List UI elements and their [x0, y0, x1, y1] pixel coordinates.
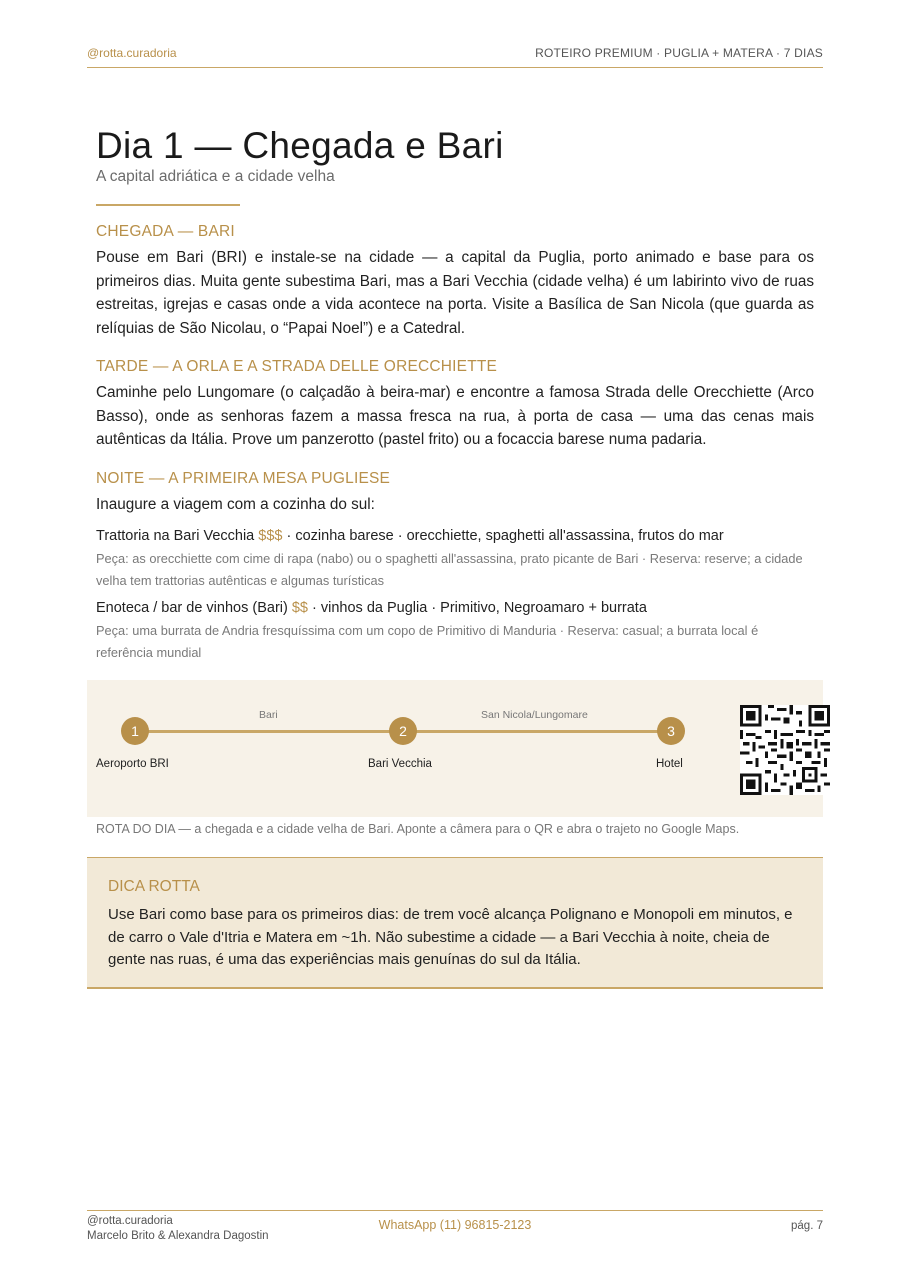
page-footer	[87, 1210, 823, 1242]
price-badge: $$$	[258, 528, 283, 544]
tip-title: DICA ROTTA	[108, 878, 200, 895]
section-title-night: NOITE — A PRIMEIRA MESA PUGLIESE	[96, 469, 391, 487]
restaurant-name: Enoteca / bar de vinhos (Bari)	[96, 600, 288, 616]
restaurant-name: Trattoria na Bari Vecchia	[96, 528, 255, 544]
header-series: ROTEIRO PREMIUM · PUGLIA + MATERA · 7 DIAS	[535, 46, 823, 60]
footer-handle: @rotta.curadoria	[87, 1215, 173, 1227]
header-handle: @rotta.curadoria	[87, 46, 177, 60]
section-text-afternoon: Caminhe pelo Lungomare (o calçadão à beira-mar) e encontre a famosa Strada delle Orecchiette (Arco Basso), onde as senhoras fazem a massa fresca na rua, à porta de casa — uma das cenas mais autênticas da Itália. Prove um panzerotto (pastel frito) ou a focaccia barese numa padaria.	[96, 384, 814, 448]
tip-text: Use Bari como base para os primeiros dias: de trem você alcança Polignano e Monopoli em minutos, e de carro o Vale d'Itria e Matera em ~1h. Não subestime a cidade — a Bari Vecchia à noite, cheia de gente nas ruas, é uma das experiências mais genuínas do sul da Itália.	[108, 906, 793, 968]
stop-marker-3: 3	[657, 717, 685, 745]
route-map	[87, 680, 823, 817]
stop-label: Aeroporto BRI	[96, 758, 169, 770]
section-text-arrival: Pouse em Bari (BRI) e instale-se na cidade — a capital da Puglia, porto animado e base para os primeiros dias. Muita gente subestima Bari, mas a Bari Vecchia (cidade velha) é um labirinto vivo de ruas estreitas, igrejas e casas onde a vida acontece na porta. Visite a Basílica de San Nicola (que guarda as relíquias de São Nicolau, o “Papai Noel”) e a Catedral.	[96, 249, 814, 337]
restaurant-item	[96, 598, 814, 618]
page-subtitle: A capital adriática e a cidade velha	[96, 168, 335, 185]
whatsapp-link[interactable]: WhatsApp (11) 96815-2123	[378, 1218, 532, 1232]
stop-label: Hotel	[656, 758, 683, 770]
page-header	[87, 46, 823, 68]
route-caption: ROTA DO DIA — a chegada e a cidade velha de Bari. Aponte a câmera para o QR e abra o trajeto no Google Maps.	[96, 822, 740, 836]
segment-label: Bari	[259, 709, 278, 721]
segment-label: San Nicola/Lungomare	[481, 709, 588, 721]
restaurant-item	[96, 526, 814, 546]
main-content	[96, 120, 814, 664]
stop-label: Bari Vecchia	[368, 758, 432, 770]
restaurant-note: Peça: uma burrata de Andria fresquíssima com um copo de Primitivo di Manduria · Reserva: casual; a burrata local é referência mundial	[96, 623, 759, 660]
restaurant-details: · cozinha barese · orecchiette, spaghetti all'assassina, frutos do mar	[282, 528, 724, 544]
price-badge: $$	[291, 600, 308, 616]
page-number: pág. 7	[791, 1220, 823, 1232]
page-title: Dia 1 — Chegada e Bari	[96, 125, 504, 166]
section-intro-night: Inaugure a viagem com a cozinha do sul:	[96, 495, 375, 513]
restaurant-note: Peça: as orecchiette com cime di rapa (nabo) ou o spaghetti all'assassina, prato picante de Bari · Reserva: reserve; a cidade velha tem trattorias autênticas e algumas turísticas	[96, 551, 803, 588]
section-title-afternoon: TARDE — A ORLA E A STRADA DELLE ORECCHIETTE	[96, 358, 498, 375]
restaurant-details: · vinhos da Puglia · Primitivo, Negroamaro + burrata	[308, 600, 647, 616]
title-divider	[96, 204, 240, 206]
tip-box	[87, 857, 823, 989]
stop-marker-1: 1	[121, 717, 149, 745]
footer-authors: Marcelo Brito & Alexandra Dagostin	[87, 1230, 269, 1242]
section-title-arrival: CHEGADA — BARI	[96, 223, 235, 240]
stop-marker-2: 2	[389, 717, 417, 745]
qr-code-icon[interactable]	[740, 705, 830, 795]
